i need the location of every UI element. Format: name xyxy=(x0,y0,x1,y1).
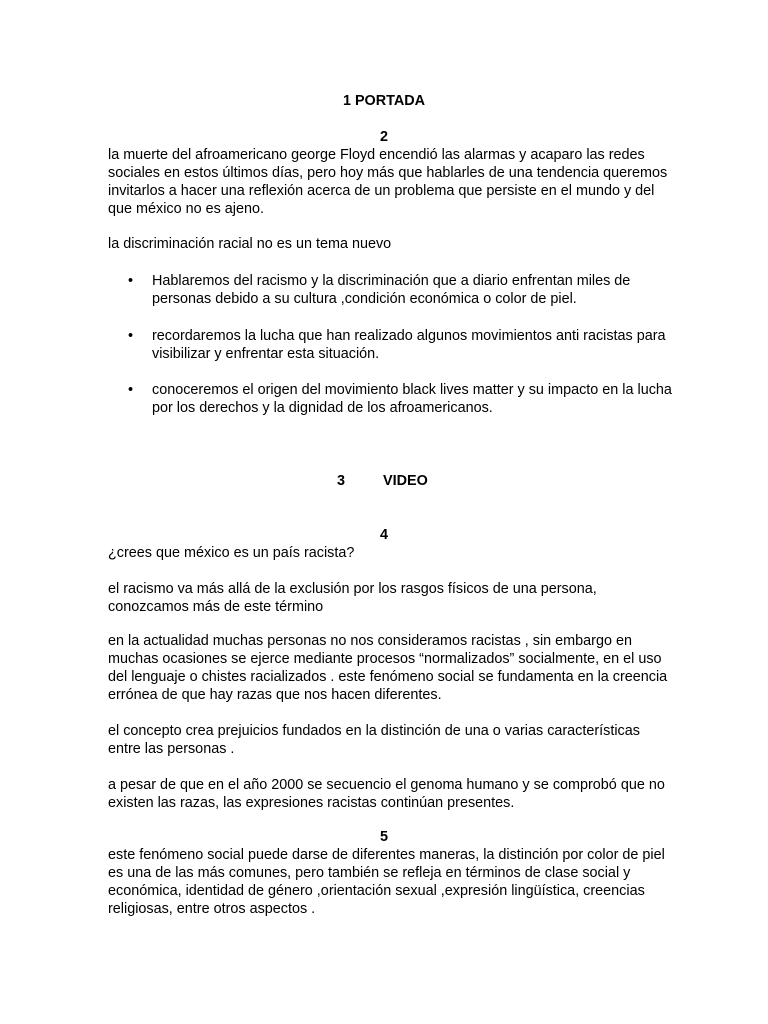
section-4-paragraph: en la actualidad muchas personas no nos consideramos racistas , sin embargo en muchas ocasiones se ejerce mediante procesos “normalizados” socialmente, en el uso del lenguaje o chistes racializados . este fenómeno social se fundamenta en la creencia errónea de que hay razas que nos hacen diferentes. xyxy=(108,633,668,703)
section-4-paragraph: el racismo va más allá de la exclusión por los rasgos físicos de una persona, conozcamos más de este término xyxy=(108,581,597,615)
section-2-number: 2 xyxy=(379,129,388,145)
section-2-paragraph: la muerte del afroamericano george Floyd encendió las alarmas y acaparo las redes sociales en estos últimos días, pero hoy más que hablarles de una tendencia queremos invitarlos a hacer una reflexión acerca de un problema que persiste en el mundo y del que méxico no es ajeno. xyxy=(108,147,668,217)
section-4-number: 4 xyxy=(379,527,388,543)
section-4-paragraph: a pesar de que en el año 2000 se secuencio el genoma humano y se comprobó que no existen las razas, las expresiones racistas continúan presentes. xyxy=(108,777,665,811)
heading-portada: 1 PORTADA xyxy=(342,93,426,109)
bullet-item: conoceremos el origen del movimiento black lives matter y su impacto en la lucha por los derechos y la dignidad de los afroamericanos. xyxy=(152,382,672,416)
section-4-paragraph: ¿crees que méxico es un país racista? xyxy=(108,545,355,561)
section-4-paragraph: el concepto crea prejuicios fundados en la distinción de una o varias características entre las personas . xyxy=(108,723,640,757)
section-3-number: 3 xyxy=(337,473,346,489)
section-3-label: VIDEO xyxy=(383,473,428,489)
section-5-paragraph: este fenómeno social puede darse de diferentes maneras, la distinción por color de piel es una de las más comunes, pero también se refleja en términos de clase social y económica, identidad de género ,orientación sexual ,expresión lingüística, creencias religiosas, entre otros aspectos . xyxy=(108,847,665,917)
bullet-dot: • xyxy=(128,273,134,289)
bullet-item: Hablaremos del racismo y la discriminación que a diario enfrentan miles de personas debido a su cultura ,condición económica o color de piel. xyxy=(152,273,631,307)
section-2-paragraph: la discriminación racial no es un tema nuevo xyxy=(108,236,392,252)
bullet-dot: • xyxy=(128,382,134,398)
bullet-item: recordaremos la lucha que han realizado algunos movimientos anti racistas para visibilizar y enfrentar esta situación. xyxy=(152,328,666,362)
section-5-number: 5 xyxy=(379,829,388,845)
bullet-dot: • xyxy=(128,328,134,344)
